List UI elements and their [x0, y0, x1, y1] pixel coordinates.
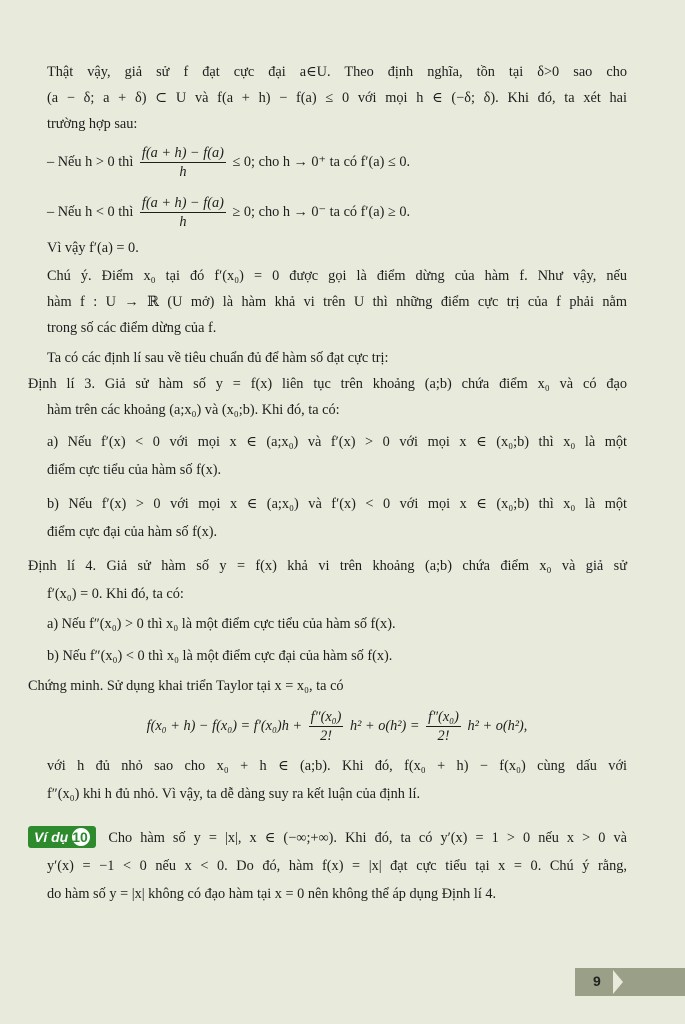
case-conclusion: ≤ 0; cho h → 0⁺ ta có f′(a) ≤ 0.	[232, 154, 411, 170]
example-badge	[28, 826, 96, 848]
note-line: Chú ý. Điểm x₀ tại đó f′(x₀) = 0 được gọi là điểm dừng của hàm f. Như vậy, nếu	[47, 268, 627, 284]
example-badge-number: 10	[72, 828, 90, 846]
fraction-denominator: h	[179, 164, 187, 181]
theorem-4-case-a: a) Nếu f″(x₀) > 0 thì x₀ là một điểm cực tiểu của hàm số f(x).	[47, 616, 396, 632]
theorem-4-line: f′(x₀) = 0. Khi đó, ta có:	[47, 586, 184, 602]
theorem-3-case-b: b) Nếu f′(x) > 0 với mọi x ∈ (a;x₀) và f′(x) < 0 với mọi x ∈ (x₀;b) thì x₀ là một	[47, 496, 627, 512]
theorem-3-case-a: a) Nếu f′(x) < 0 với mọi x ∈ (a;x₀) và f′(x) > 0 với mọi x ∈ (x₀;b) thì x₀ là một	[47, 434, 627, 450]
case-conclusion: ≥ 0; cho h → 0⁻ ta có f′(a) ≥ 0.	[232, 204, 411, 220]
case-label: – Nếu h > 0 thì	[47, 154, 134, 170]
note-line: hàm f : U → ℝ (U mở) là hàm khả vi trên U thì những điểm cực trị của f phải nằm	[47, 294, 627, 310]
example-text: Cho hàm số y = |x|, x ∈ (−∞;+∞). Khi đó, ta có y′(x) = 1 > 0 nếu x > 0 và	[108, 830, 627, 846]
page-number-tab	[575, 968, 685, 996]
theorem-3-line: hàm trên các khoảng (a;x₀) và (x₀;b). Khi đó, ta có:	[47, 402, 340, 418]
proof-heading-line: Chứng minh. Sử dụng khai triển Taylor tại x = x₀, ta có	[28, 678, 344, 694]
fraction-numerator: f(a + h) − f(a)	[141, 145, 224, 162]
proof-line: f″(x₀) khi h đủ nhỏ. Vì vậy, ta dễ dàng suy ra kết luận của định lí.	[47, 786, 421, 802]
fraction	[140, 194, 226, 231]
formula-part: h² + o(h²),	[467, 718, 528, 734]
example-line: y′(x) = −1 < 0 nếu x < 0. Do đó, hàm f(x) = |x| đạt cực tiểu tại x = 0. Chú ý rằng,	[47, 858, 627, 874]
fraction	[140, 144, 226, 181]
fraction	[426, 708, 461, 745]
theorem-3-case-b: điểm cực đại của hàm số f(x).	[47, 524, 218, 540]
case-positive	[47, 140, 627, 184]
fraction-numerator: f(a + h) − f(a)	[141, 195, 224, 212]
case-label: – Nếu h < 0 thì	[47, 204, 134, 220]
note-line: trong số các điểm dừng của f.	[47, 320, 217, 336]
theorem-3-line: Định lí 3. Giả sử hàm số y = f(x) liên tục trên khoảng (a;b) chứa điểm x₀ và có đạo	[28, 376, 627, 392]
text-line: Thật vậy, giả sử f đạt cực đại a∈U. Theo định nghĩa, tồn tại δ>0 sao cho	[47, 64, 627, 80]
formula-part: h² + o(h²) =	[349, 718, 420, 734]
example-10-line	[28, 826, 627, 848]
fraction-denominator: h	[179, 214, 187, 231]
formula-part: f(x₀ + h) − f(x₀) = f′(x₀)h +	[146, 718, 303, 734]
taylor-formula	[47, 702, 627, 750]
text-line: trường hợp sau:	[47, 116, 138, 132]
text-line: Ta có các định lí sau về tiêu chuẩn đủ để hàm số đạt cực trị:	[47, 350, 389, 366]
text-line: Vì vậy f′(a) = 0.	[47, 240, 139, 256]
page-arrow-icon	[613, 970, 623, 994]
case-negative	[47, 190, 627, 234]
page-number: 9	[593, 973, 601, 989]
example-badge-label: Ví dụ	[34, 829, 69, 845]
fraction-numerator: f″(x₀)	[310, 709, 342, 726]
fraction-denominator: 2!	[320, 728, 332, 745]
example-line: do hàm số y = |x| không có đạo hàm tại x = 0 nên không thể áp dụng Định lí 4.	[47, 886, 497, 902]
proof-line: với h đủ nhỏ sao cho x₀ + h ∈ (a;b). Khi đó, f(x₀ + h) − f(x₀) cùng dấu với	[47, 758, 627, 774]
theorem-3-case-a: điểm cực tiểu của hàm số f(x).	[47, 462, 222, 478]
theorem-4-line: Định lí 4. Giả sử hàm số y = f(x) khả vi trên khoảng (a;b) chứa điểm x₀ và giả sử	[28, 558, 627, 574]
fraction	[309, 708, 344, 745]
text-line: (a − δ; a + δ) ⊂ U và f(a + h) − f(a) ≤ 0 với mọi h ∈ (−δ; δ). Khi đó, ta xét hai	[47, 90, 627, 106]
fraction-numerator: f″(x₀)	[428, 709, 459, 726]
fraction-denominator: 2!	[437, 728, 450, 745]
theorem-4-case-b: b) Nếu f″(x₀) < 0 thì x₀ là một điểm cực đại của hàm số f(x).	[47, 648, 393, 664]
